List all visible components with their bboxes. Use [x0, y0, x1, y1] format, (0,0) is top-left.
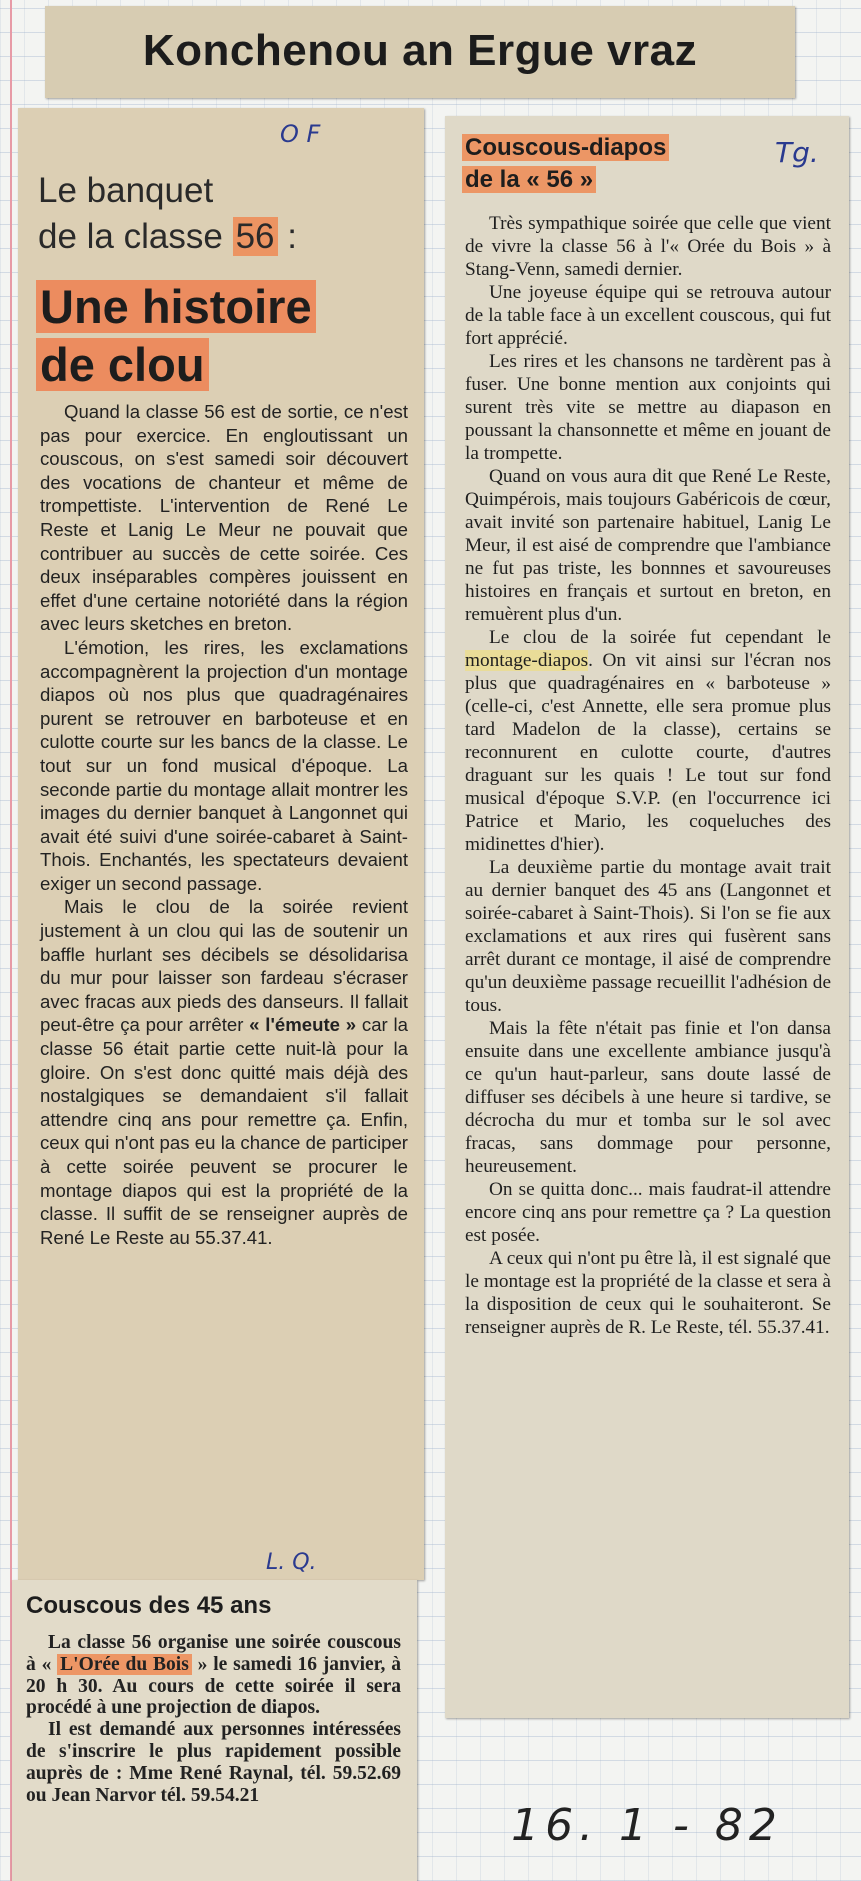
- source-note-lq: L. Q.: [266, 1550, 317, 1575]
- article-tg-title: [462, 132, 669, 196]
- paragraph: On se quitta donc... mais faudrat-il attendre encore cinq ans pour remettre ça ? La question est posée.: [465, 1179, 831, 1246]
- paragraph-text: car la classe 56 était partie cette nuit-là pour la gloire. On s'est donc quitté mais déjà des nostalgiques se demandaient s'il fallait attendre cinq ans pour remettre ça. Enfin, ceux qui n'ont pas eu la chance de participer à cette soirée peuvent se procurer le montage diapos qui est la propriété de la classe. Il suffit de se renseigner auprès de René Le Reste au 55.37.41.: [40, 1014, 408, 1248]
- paragraph: A ceux qui n'ont pu être là, il est signalé que le montage est la propriété de la classe et sera à la disposition de ceux qui le souhaiteront. Se renseigner auprès de R. Le Reste, tél. 55.37.41.: [465, 1248, 831, 1338]
- highlighted-term: montage-diapos: [465, 650, 589, 671]
- subheadline-line-1: Le banquet: [38, 171, 214, 210]
- paragraph: Il est demandé aux personnes intéressées de s'inscrire le plus rapidement possible auprès de : Mme René Raynal, tél. 59.52.69 ou Jean Narvor tél. 59.54.21: [26, 1719, 401, 1806]
- title-clipping: [45, 6, 795, 98]
- article-of-subheadline: [38, 168, 297, 260]
- article-tg-clipping: [445, 116, 849, 1718]
- paragraph: Une joyeuse équipe qui se retrouva autour de la table face à un excellent couscous, qui fut fort apprécié.: [465, 282, 831, 349]
- article-of-body: [40, 400, 408, 1249]
- paragraph-text: La classe 56 organise une soirée couscous à «: [26, 1632, 401, 1675]
- article-tg-body: [465, 212, 831, 1339]
- paragraph: Quand on vous aura dit que René Le Reste, Quimpérois, mais toujours Gabéricois de cœur, avait invité son partenaire habituel, Lanig Le Meur, il est aisé de comprendre que l'ambiance ne fut pas triste, les bonnnes et savoureuses histoires en français et surtout en breton, en remuèrent plus d'un.: [465, 466, 831, 625]
- paragraph: Quand la classe 56 est de sortie, ce n'est pas pour exercice. En engloutissant un couscous, on s'est samedi soir découvert des vocations de chanteur et même de trompettiste. L'intervention de René Le Reste et Lanig Le Meur ne pouvait que contribuer au succès de cette soirée. Ces deux inséparables compères jouissent en effet d'une certaine notoriété dans la région avec leurs sketches en breton.: [40, 401, 408, 635]
- source-note-tg: Tg.: [775, 136, 819, 169]
- paragraph-text: Le clou de la soirée fut cependant le: [489, 627, 831, 648]
- paragraph-text: . On vit ainsi sur l'écran nos plus que quadragénaires en « barboteuse » (celle-ci, c'est Annette, elle sera promue plus tard Madelon de la classe), certains se reconnurent en culotte courte, d'autres draguant sur les quais ! Le tout sur fond musical d'époque S.V.P. (en l'occurrence ici Patrice et Mario, les coqueluches des midinettes d'hier).: [465, 650, 831, 855]
- paragraph-text: Mais le clou de la soirée revient justement à un clou qui las de soutenir un baffle hurlant ses décibels se désolidarisa du mur pour laisser son fardeau s'écraser avec fracas aux pieds des danseurs. Il fallait peut-être ça pour arrêter: [40, 896, 408, 1036]
- title-line-1: Couscous-diapos: [462, 134, 669, 161]
- paragraph: [26, 1632, 401, 1719]
- subheadline-text: de la classe: [38, 217, 233, 256]
- subheadline-colon: :: [277, 217, 297, 256]
- article-of-headline: [36, 278, 316, 394]
- highlighted-class-number: 56: [233, 217, 278, 256]
- article-lq-clipping: [12, 1550, 417, 1881]
- paragraph: [40, 895, 408, 1249]
- article-lq-title: Couscous des 45 ans: [26, 1592, 272, 1619]
- source-note-of: O F: [280, 120, 321, 148]
- paragraph: Mais la fête n'était pas finie et l'on dansa ensuite dans une excellente ambiance jusqu'à ce qu'un haut-parleur, sans doute lassé de diffuser ses décibels à une heure si tardive, se décrocha du mur et tomba sur le sol avec fracas, sans dommage pour personne, heureusement.: [465, 1018, 831, 1177]
- article-lq-body: [26, 1632, 401, 1806]
- paragraph: [465, 626, 831, 856]
- subheadline-line-2: [38, 214, 297, 260]
- paragraph: Très sympathique soirée que celle que vient de vivre la classe 56 à l'« Orée du Bois » à Stang-Venn, samedi dernier.: [465, 213, 831, 280]
- title-line-2: de la « 56 »: [462, 166, 596, 193]
- paragraph: L'émotion, les rires, les exclamations accompagnèrent la projection d'un montage diapos où nos plus que quadragénaires purent se retrouver en barboteuse et en culotte courte sur les bancs de la classe. Le tout sur un fond musical d'époque. La seconde partie du montage allait montrer les images du dernier banquet à Langonnet qui avait été suivi d'une soirée-cabaret à Saint-Thois. Enchantés, les spectateurs devaient exiger un second passage.: [40, 636, 408, 894]
- handwritten-date: 16. 1 - 82: [511, 1800, 783, 1851]
- bold-quote: « l'émeute »: [249, 1014, 357, 1036]
- article-of-clipping: [18, 108, 424, 1580]
- paragraph: Les rires et les chansons ne tardèrent pas à fuser. Une bonne mention aux conjoints qui surent très vite se mettre au diapason en poussant la chansonnette et même en jouant de la trompette.: [465, 351, 831, 464]
- highlighted-venue: L'Orée du Bois: [57, 1654, 192, 1675]
- paragraph: La deuxième partie du montage avait trait au dernier banquet des 45 ans (Langonnet et soirée-cabaret à Saint-Thois). Si l'on se fie aux exclamations et aux rires qui fusèrent sans arrêt durant ce montage, il aisé de comprendre qu'un deuxième passage recueillit l'adhésion de tous.: [465, 857, 831, 1016]
- paragraph-text: » le samedi 16 janvier, à 20 h 30. Au cours de cette soirée il sera procédé à une projection de diapos.: [26, 1653, 402, 1719]
- page-title: Konchenou an Ergue vraz: [142, 26, 698, 75]
- headline-line-2: de clou: [36, 338, 209, 391]
- headline-line-1: Une histoire: [36, 280, 316, 333]
